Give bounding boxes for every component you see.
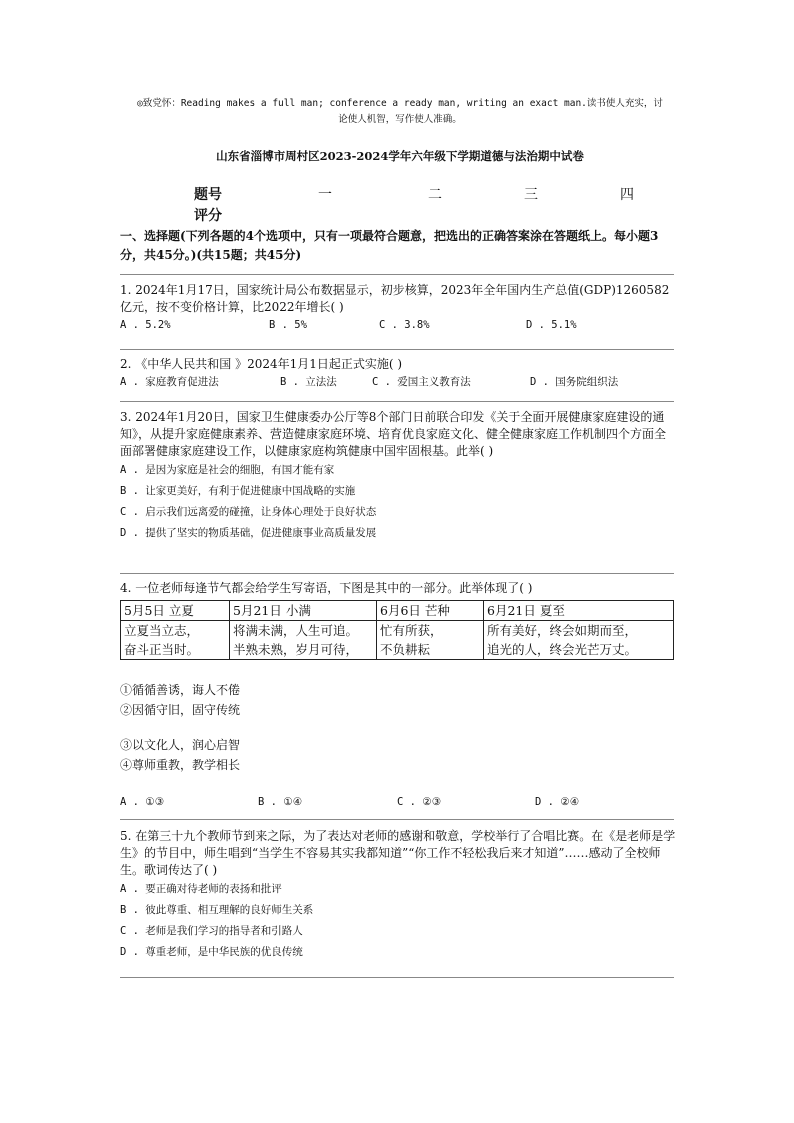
q2-option-d[interactable]: D . 国务院组织法 bbox=[530, 376, 619, 388]
table-cell bbox=[484, 621, 674, 660]
question-2-stem: 2. 《中华人民共和国 》2024年1月1日起正式实施( ) bbox=[120, 357, 403, 371]
q5-option-c[interactable]: C . 老师是我们学习的指导者和引路人 bbox=[120, 925, 303, 937]
question-5 bbox=[120, 828, 676, 963]
solar-terms-table bbox=[120, 600, 674, 660]
q3-option-c[interactable]: C . 启示我们远离爱的碰撞，让身体心理处于良好状态 bbox=[120, 506, 377, 518]
q4-statement-2: ②因循守旧，固守传统 bbox=[120, 703, 241, 717]
score-label-number: 题号 bbox=[194, 187, 222, 203]
message-line: 不负耕耘 bbox=[380, 642, 431, 657]
q4-option-b[interactable]: B . ①④ bbox=[258, 796, 303, 808]
table-header-cell: 6月21日 夏至 bbox=[484, 601, 674, 621]
question-4 bbox=[120, 580, 676, 597]
q1-option-d[interactable]: D . 5.1% bbox=[526, 319, 577, 331]
score-label-score: 评分 bbox=[194, 208, 222, 224]
motto-line-1: ◎致党怀：Reading makes a full man; conference a ready man, writing an exact man.读书使人充实，讨 bbox=[137, 98, 663, 109]
question-1-stem: 1. 2024年1月17日，国家统计局公布数据显示，初步核算，2023年全年国内生产总值(GDP)1260582亿元，按不变价格计算，比2022年增长( ) bbox=[120, 283, 670, 314]
question-1 bbox=[120, 282, 676, 334]
q5-option-d[interactable]: D . 尊重老师，是中华民族的优良传统 bbox=[120, 946, 303, 958]
divider bbox=[120, 819, 674, 820]
q3-option-d[interactable]: D . 提供了坚实的物质基础，促进健康事业高质量发展 bbox=[120, 527, 377, 539]
q2-option-b[interactable]: B . 立法法 bbox=[280, 376, 337, 388]
divider bbox=[120, 274, 674, 275]
score-col-4: 四 bbox=[620, 187, 634, 203]
table-header-cell: 6月6日 芒种 bbox=[377, 601, 484, 621]
table-header-row bbox=[121, 601, 674, 621]
message-line: 所有美好，终会如期而至， bbox=[487, 623, 638, 638]
q2-option-c[interactable]: C . 爱国主义教育法 bbox=[372, 376, 471, 388]
message-line: 立夏当立志， bbox=[124, 623, 200, 638]
table-cell bbox=[230, 621, 377, 660]
message-line: 将满未满，人生可追。 bbox=[233, 623, 359, 638]
question-1-options bbox=[120, 316, 676, 334]
divider bbox=[120, 401, 674, 402]
message-line: 奋斗正当时。 bbox=[124, 642, 200, 657]
q4-statement-3: ③以文化人，润心启智 bbox=[120, 738, 241, 752]
q2-option-a[interactable]: A . 家庭教育促进法 bbox=[120, 376, 219, 388]
table-header-cell: 5月21日 小满 bbox=[230, 601, 377, 621]
divider bbox=[120, 977, 674, 978]
question-4-options bbox=[120, 793, 676, 811]
q5-option-a[interactable]: A . 要正确对待老师的表扬和批评 bbox=[120, 883, 282, 895]
table-cell bbox=[121, 621, 230, 660]
q3-option-b[interactable]: B . 让家更美好，有利于促进健康中国战略的实施 bbox=[120, 485, 356, 497]
score-col-1: 一 bbox=[318, 187, 332, 203]
question-5-stem: 5. 在第三十九个教师节到来之际，为了表达对老师的感谢和敬意，学校举行了合唱比赛。在《是老师是学生》的节目中，师生唱到“当学生不容易其实我都知道”“你工作不轻松我后来才知道”……感动了全校师生。歌词传达了( ) bbox=[120, 829, 676, 877]
table-header-cell: 5月5日 立夏 bbox=[121, 601, 230, 621]
motto-header bbox=[120, 96, 680, 128]
q4-option-c[interactable]: C . ②③ bbox=[397, 796, 442, 808]
message-line: 半熟未熟，岁月可待， bbox=[233, 642, 359, 657]
q4-statement-4: ④尊师重教，教学相长 bbox=[120, 758, 241, 772]
q5-option-b[interactable]: B . 彼此尊重、相互理解的良好师生关系 bbox=[120, 904, 314, 916]
question-4-options-wrap bbox=[120, 793, 676, 811]
message-line: 忙有所获， bbox=[380, 623, 443, 638]
section-1-heading: 一、选择题(下列各题的4个选项中，只有一项最符合题意，把选出的正确答案涂在答题纸上。每小题3分，共45分。)(共15题；共45分) bbox=[120, 229, 659, 262]
exam-title: 山东省淄博市周村区2023-2024学年六年级下学期道德与法治期中试卷 bbox=[216, 149, 584, 163]
question-4-stem: 4. 一位老师每逢节气都会给学生写寄语，下图是其中的一部分。此举体现了( ) bbox=[120, 581, 533, 595]
divider bbox=[120, 573, 674, 574]
score-col-2: 二 bbox=[428, 187, 442, 203]
question-3-stem: 3. 2024年1月20日，国家卫生健康委办公厅等8个部门日前联合印发《关于全面开展健康家庭建设的通知》，从提升家庭健康素养、营造健康家庭环境、培育优良家庭文化、健全健康家庭工作机制四个方面全面部署健康家庭建设工作，以健康家庭构筑健康中国牢固根基。此举( ) bbox=[120, 410, 667, 458]
q3-option-a[interactable]: A . 是因为家庭是社会的细胞，有国才能有家 bbox=[120, 464, 335, 476]
q1-option-c[interactable]: C . 3.8% bbox=[379, 319, 430, 331]
table-row bbox=[121, 621, 674, 660]
motto-line-2: 论使人机智，写作使人准确。 bbox=[338, 114, 462, 125]
q4-option-a[interactable]: A . ①③ bbox=[120, 796, 165, 808]
score-col-3: 三 bbox=[524, 187, 538, 203]
message-line: 追光的人，终会光芒万丈。 bbox=[487, 642, 638, 657]
q4-option-d[interactable]: D . ②④ bbox=[535, 796, 580, 808]
q1-option-b[interactable]: B . 5% bbox=[269, 319, 307, 331]
question-2-options bbox=[120, 373, 676, 391]
divider bbox=[120, 349, 674, 350]
question-3 bbox=[120, 409, 676, 544]
q4-statement-1: ①循循善诱，诲人不倦 bbox=[120, 683, 241, 697]
q1-option-a[interactable]: A . 5.2% bbox=[120, 319, 171, 331]
table-cell bbox=[377, 621, 484, 660]
score-table bbox=[120, 180, 680, 224]
question-2 bbox=[120, 356, 676, 391]
